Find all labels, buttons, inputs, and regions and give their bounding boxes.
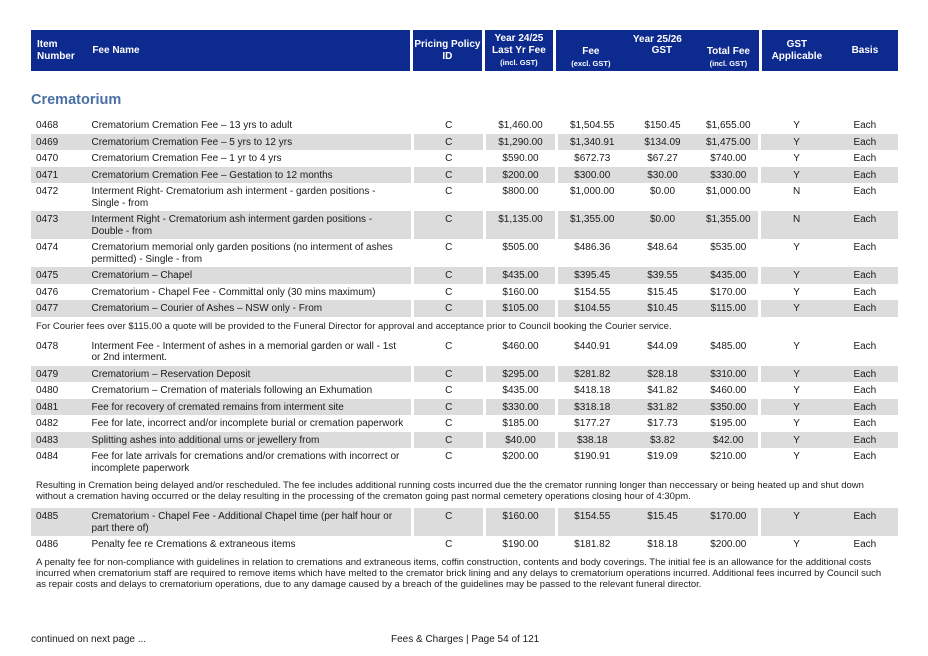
cell-gst: $3.82 [627, 432, 698, 449]
cell-basis: Each [832, 284, 898, 301]
cell-last: $160.00 [486, 284, 554, 301]
cell-app: Y [761, 284, 831, 301]
cell-item: 0480 [31, 382, 86, 399]
cell-app: Y [761, 448, 831, 476]
cell-fee: $1,000.00 [558, 183, 627, 211]
table-note: Resulting in Cremation being delayed and/or rescheduled. The fee includes additional running costs incurred due the the cremator running longer than neccessary or being heated up and shut down without a cremation having occurred or the delay resulting in the processing of the crematon going past normal cemetery operations closing hour of 4:30pm. [36, 480, 864, 502]
cell-app: Y [761, 536, 831, 553]
header-total-fee-label: Total Fee [706, 46, 750, 57]
cell-name: Fee for late arrivals for cremations and/or cremations with incorrect or incomplete paperwork [86, 448, 411, 476]
cell-total: $460.00 [698, 382, 758, 399]
table-row [31, 211, 898, 239]
cell-total: $740.00 [698, 150, 758, 167]
cell-last: $200.00 [486, 448, 554, 476]
cell-fee: $181.82 [558, 536, 627, 553]
cell-name: Crematorium Cremation Fee – 5 yrs to 12 yrs [86, 134, 411, 151]
header-fee [556, 45, 626, 71]
cell-app: Y [761, 300, 831, 317]
cell-ppid: C [414, 211, 483, 239]
cell-last: $105.00 [486, 300, 554, 317]
footer-page-number: Fees & Charges | Page 54 of 121 [391, 634, 540, 645]
cell-ppid: C [414, 183, 483, 211]
cell-total: $1,355.00 [698, 211, 758, 239]
cell-item: 0486 [31, 536, 86, 553]
cell-gst: $15.45 [627, 284, 698, 301]
cell-app: Y [761, 399, 831, 416]
cell-last: $1,460.00 [486, 117, 554, 134]
header-total-fee [698, 45, 759, 71]
cell-total: $42.00 [698, 432, 758, 449]
cell-fee: $300.00 [558, 167, 627, 184]
cell-last: $190.00 [486, 536, 554, 553]
fee-table-body [31, 117, 898, 596]
cell-basis: Each [832, 432, 898, 449]
cell-fee: $486.36 [558, 239, 627, 267]
cell-ppid: C [414, 448, 483, 476]
cell-gst: $31.82 [627, 399, 698, 416]
table-row [31, 508, 898, 536]
cell-gst: $41.82 [627, 382, 698, 399]
cell-app: Y [761, 415, 831, 432]
header-fee-sub: (excl. GST) [571, 59, 611, 68]
header-year-group-label: Year 25/26 [632, 34, 682, 45]
cell-name: Crematorium Cremation Fee – Gestation to 12 months [86, 167, 411, 184]
table-row [31, 536, 898, 553]
cell-last: $1,135.00 [486, 211, 554, 239]
cell-gst: $0.00 [627, 183, 698, 211]
cell-name: Crematorium Cremation Fee – 1 yr to 4 yrs [86, 150, 411, 167]
cell-gst: $18.18 [627, 536, 698, 553]
cell-fee: $672.73 [558, 150, 627, 167]
cell-gst: $17.73 [627, 415, 698, 432]
cell-ppid: C [414, 399, 483, 416]
cell-ppid: C [414, 239, 483, 267]
cell-fee: $1,355.00 [558, 211, 627, 239]
cell-basis: Each [832, 267, 898, 284]
cell-app: Y [761, 167, 831, 184]
cell-app: Y [761, 338, 831, 366]
cell-last: $330.00 [486, 399, 554, 416]
cell-item: 0469 [31, 134, 86, 151]
table-row [31, 167, 898, 184]
cell-ppid: C [414, 150, 483, 167]
cell-total: $435.00 [698, 267, 758, 284]
table-row [31, 300, 898, 317]
cell-ppid: C [414, 300, 483, 317]
table-row [31, 117, 898, 134]
cell-total: $535.00 [698, 239, 758, 267]
cell-last: $435.00 [486, 382, 554, 399]
cell-last: $160.00 [486, 508, 554, 536]
cell-name: Fee for late, incorrect and/or incomplete burial or cremation paperwork [86, 415, 411, 432]
cell-gst: $0.00 [627, 211, 698, 239]
cell-name: Penalty fee re Cremations & extraneous items [86, 536, 411, 553]
cell-last: $185.00 [486, 415, 554, 432]
cell-item: 0473 [31, 211, 86, 239]
cell-item: 0483 [31, 432, 86, 449]
cell-last: $590.00 [486, 150, 554, 167]
cell-basis: Each [832, 366, 898, 383]
cell-name: Interment Right - Crematorium ash interment garden positions - Double - from [86, 211, 411, 239]
cell-gst: $19.09 [627, 448, 698, 476]
cell-item: 0481 [31, 399, 86, 416]
cell-app: Y [761, 432, 831, 449]
cell-last: $800.00 [486, 183, 554, 211]
table-header [31, 30, 898, 71]
cell-ppid: C [414, 338, 483, 366]
cell-item: 0485 [31, 508, 86, 536]
cell-gst: $44.09 [627, 338, 698, 366]
header-last-yr-top: Year 24/25 [494, 32, 544, 44]
cell-basis: Each [832, 134, 898, 151]
cell-app: Y [761, 382, 831, 399]
cell-name: Splitting ashes into additional urns or jewellery from [86, 432, 411, 449]
table-row [31, 134, 898, 151]
table-row [31, 382, 898, 399]
table-row [31, 239, 898, 267]
footer-continued: continued on next page ... [31, 634, 147, 645]
cell-last: $40.00 [486, 432, 554, 449]
cell-name: Interment Right- Crematorium ash interment - garden positions - Single - from [86, 183, 411, 211]
cell-ppid: C [414, 432, 483, 449]
cell-item: 0477 [31, 300, 86, 317]
cell-item: 0484 [31, 448, 86, 476]
cell-name: Crematorium Cremation Fee – 13 yrs to adult [86, 117, 411, 134]
cell-item: 0475 [31, 267, 86, 284]
cell-basis: Each [832, 399, 898, 416]
cell-name: Interment Fee - Interment of ashes in a memorial garden or wall - 1st or 2nd interment. [86, 338, 411, 366]
cell-gst: $30.00 [627, 167, 698, 184]
header-total-fee-sub: (incl. GST) [709, 59, 748, 68]
cell-basis: Each [832, 300, 898, 317]
table-row [31, 338, 898, 366]
cell-ppid: C [414, 134, 483, 151]
cell-fee: $38.18 [558, 432, 627, 449]
cell-app: N [761, 211, 831, 239]
cell-total: $1,655.00 [698, 117, 758, 134]
cell-last: $295.00 [486, 366, 554, 383]
cell-basis: Each [832, 150, 898, 167]
cell-basis: Each [832, 536, 898, 553]
cell-total: $170.00 [698, 508, 758, 536]
cell-basis: Each [832, 167, 898, 184]
cell-basis: Each [832, 239, 898, 267]
table-row [31, 432, 898, 449]
header-gst-applicable: GST Applicable [762, 30, 832, 71]
header-last-yr-label: Last Yr Fee [492, 44, 546, 56]
cell-item: 0472 [31, 183, 86, 211]
header-basis: Basis [832, 30, 898, 71]
cell-total: $310.00 [698, 366, 758, 383]
cell-fee: $154.55 [558, 508, 627, 536]
cell-gst: $15.45 [627, 508, 698, 536]
cell-fee: $418.18 [558, 382, 627, 399]
cell-last: $200.00 [486, 167, 554, 184]
cell-item: 0474 [31, 239, 86, 267]
cell-app: Y [761, 508, 831, 536]
table-row [31, 183, 898, 211]
cell-last: $435.00 [486, 267, 554, 284]
header-item-number: Item Number [31, 30, 86, 71]
table-row [31, 284, 898, 301]
table-note: A penalty fee for non-compliance with guidelines in relation to cremations and extraneous items, coffin construction, contents and body coverings. The initial fee is an allowance for the additional costs incurred when crematorium staff are required to remove items which have melted to the cremator brick lining and any delays to crematorium operations incurred. Additional fees incurred by Council such as repair costs and delays to crematorium operations, due to any damage caused by a breach of the guidelines may be passed to the relevant funeral director. [36, 556, 882, 590]
cell-fee: $104.55 [558, 300, 627, 317]
cell-total: $195.00 [698, 415, 758, 432]
cell-basis: Each [832, 415, 898, 432]
cell-name: Crematorium – Chapel [86, 267, 411, 284]
cell-total: $170.00 [698, 284, 758, 301]
cell-total: $350.00 [698, 399, 758, 416]
table-note: For Courier fees over $115.00 a quote will be provided to the Funeral Director for approval and acceptance prior to Council booking the Courier service. [36, 320, 672, 332]
cell-basis: Each [832, 183, 898, 211]
cell-item: 0482 [31, 415, 86, 432]
cell-basis: Each [832, 117, 898, 134]
cell-fee: $1,504.55 [558, 117, 627, 134]
cell-ppid: C [414, 366, 483, 383]
cell-app: Y [761, 134, 831, 151]
cell-name: Crematorium – Reservation Deposit [86, 366, 411, 383]
cell-fee: $281.82 [558, 366, 627, 383]
table-row [31, 366, 898, 383]
cell-last: $505.00 [486, 239, 554, 267]
cell-gst: $10.45 [627, 300, 698, 317]
cell-app: Y [761, 366, 831, 383]
cell-total: $115.00 [698, 300, 758, 317]
cell-app: Y [761, 267, 831, 284]
header-last-yr-sub: (incl. GST) [500, 57, 538, 67]
table-row [31, 150, 898, 167]
cell-total: $485.00 [698, 338, 758, 366]
cell-item: 0476 [31, 284, 86, 301]
cell-ppid: C [414, 167, 483, 184]
cell-name: Fee for recovery of cremated remains from interment site [86, 399, 411, 416]
cell-app: Y [761, 117, 831, 134]
cell-name: Crematorium – Courier of Ashes – NSW only - From [86, 300, 411, 317]
cell-app: Y [761, 239, 831, 267]
cell-total: $330.00 [698, 167, 758, 184]
cell-fee: $318.18 [558, 399, 627, 416]
cell-basis: Each [832, 338, 898, 366]
table-row [31, 448, 898, 476]
cell-ppid: C [414, 117, 483, 134]
cell-fee: $395.45 [558, 267, 627, 284]
table-row [31, 267, 898, 284]
cell-ppid: C [414, 536, 483, 553]
cell-name: Crematorium memorial only garden positions (no interment of ashes permitted) - Single - from [86, 239, 411, 267]
cell-last: $460.00 [486, 338, 554, 366]
cell-app: Y [761, 150, 831, 167]
section-title: Crematorium [31, 92, 122, 108]
cell-basis: Each [832, 211, 898, 239]
cell-name: Crematorium - Chapel Fee - Additional Chapel time (per half hour or part there of) [86, 508, 411, 536]
cell-total: $200.00 [698, 536, 758, 553]
table-row [31, 415, 898, 432]
cell-ppid: C [414, 415, 483, 432]
cell-fee: $1,340.91 [558, 134, 627, 151]
header-gst: GST [626, 45, 698, 71]
cell-basis: Each [832, 382, 898, 399]
cell-ppid: C [414, 267, 483, 284]
cell-basis: Each [832, 508, 898, 536]
cell-item: 0478 [31, 338, 86, 366]
cell-gst: $48.64 [627, 239, 698, 267]
cell-gst: $67.27 [627, 150, 698, 167]
header-pricing-policy-id: Pricing Policy ID [413, 30, 482, 71]
cell-item: 0471 [31, 167, 86, 184]
cell-name: Crematorium - Chapel Fee - Committal only (30 mins maximum) [86, 284, 411, 301]
cell-name: Crematorium – Cremation of materials following an Exhumation [86, 382, 411, 399]
cell-fee: $177.27 [558, 415, 627, 432]
cell-fee: $190.91 [558, 448, 627, 476]
cell-last: $1,290.00 [486, 134, 554, 151]
cell-gst: $150.45 [627, 117, 698, 134]
cell-gst: $39.55 [627, 267, 698, 284]
cell-item: 0470 [31, 150, 86, 167]
cell-fee: $440.91 [558, 338, 627, 366]
cell-total: $1,000.00 [698, 183, 758, 211]
cell-item: 0468 [31, 117, 86, 134]
table-row [31, 399, 898, 416]
header-year-group [556, 30, 759, 71]
cell-item: 0479 [31, 366, 86, 383]
header-fee-label: Fee [582, 46, 600, 57]
cell-fee: $154.55 [558, 284, 627, 301]
cell-total: $1,475.00 [698, 134, 758, 151]
cell-total: $210.00 [698, 448, 758, 476]
cell-gst: $28.18 [627, 366, 698, 383]
cell-app: N [761, 183, 831, 211]
cell-ppid: C [414, 508, 483, 536]
cell-ppid: C [414, 382, 483, 399]
cell-basis: Each [832, 448, 898, 476]
cell-ppid: C [414, 284, 483, 301]
header-last-yr-fee [485, 30, 553, 71]
cell-gst: $134.09 [627, 134, 698, 151]
header-fee-name: Fee Name [86, 30, 410, 71]
